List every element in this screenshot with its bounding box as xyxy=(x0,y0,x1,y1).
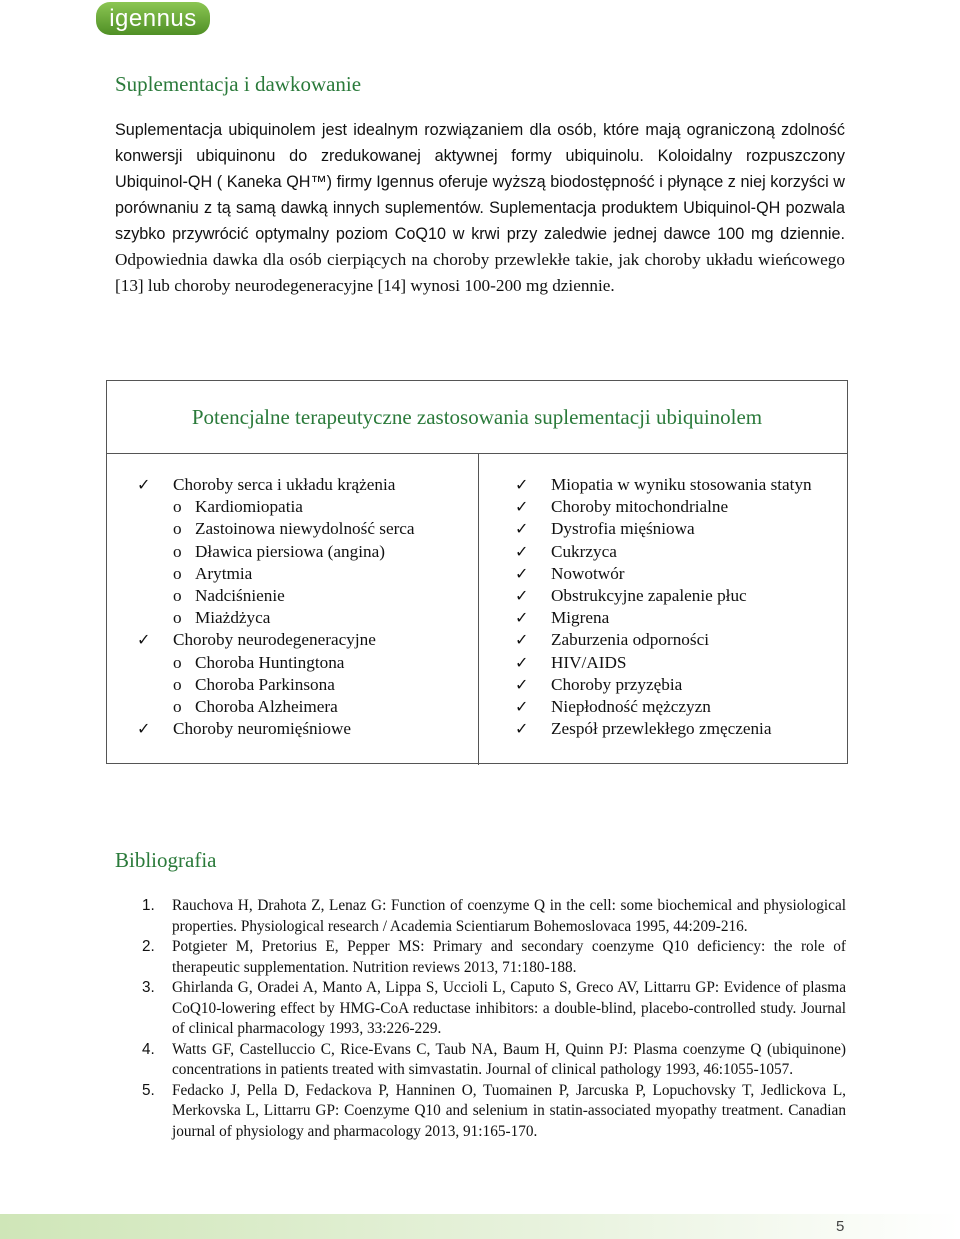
condition-item xyxy=(515,585,812,607)
condition-label: Nowotwór xyxy=(551,563,625,583)
condition-label: Choroba Alzheimera xyxy=(195,697,338,717)
condition-item xyxy=(515,541,812,563)
check-icon: ✓ xyxy=(137,630,151,650)
condition-label: Cukrzyca xyxy=(551,541,617,561)
igennus-logo: igennus xyxy=(96,2,210,35)
condition-item xyxy=(515,563,812,585)
condition-label: Dławica piersiowa (angina) xyxy=(195,541,385,561)
condition-label: Nadciśnienie xyxy=(195,586,285,606)
condition-label: Kardiomiopatia xyxy=(195,497,303,517)
check-icon: ✓ xyxy=(515,519,529,539)
condition-category-item xyxy=(137,629,415,651)
condition-label: Choroby przyzębia xyxy=(551,674,683,694)
page-number: 5 xyxy=(836,1218,845,1235)
condition-label: Choroby mitochondrialne xyxy=(551,497,729,517)
bibliography-citation: Watts GF, Castelluccio C, Rice-Evans C, Taub NA, Baum H, Quinn PJ: Plasma coenzyme Q (ubiquinone) concentrations in patients treated with simvastatin. Journal of clinical pathology 1993, 46:1055-1057. xyxy=(172,1040,846,1078)
condition-item xyxy=(515,629,812,651)
bibliography-number: 2. xyxy=(142,938,155,955)
condition-item xyxy=(515,474,812,496)
bullet-icon: o xyxy=(173,541,182,561)
bibliography-entry xyxy=(142,1040,846,1081)
check-icon: ✓ xyxy=(515,497,529,517)
bibliography-number: 1. xyxy=(142,897,155,914)
sub-condition-item xyxy=(137,496,415,518)
check-icon: ✓ xyxy=(515,652,529,672)
left-condition-list xyxy=(137,474,415,740)
sub-condition-item xyxy=(137,674,415,696)
condition-item xyxy=(515,607,812,629)
sub-condition-item xyxy=(137,652,415,674)
check-icon: ✓ xyxy=(515,563,529,583)
sub-condition-item xyxy=(137,541,415,563)
bibliography-citation: Rauchova H, Drahota Z, Lenaz G: Function of coenzyme Q in the cell: some biochemical and physiological properties. Physiological research / Academia Scientiarum Bohemoslovaca 1995, 44:209-216. xyxy=(172,897,846,935)
condition-label: Choroba Huntingtona xyxy=(195,652,345,672)
bibliography-entry xyxy=(142,937,846,978)
condition-item xyxy=(515,652,812,674)
section-title-supplementation: Suplementacja i dawkowanie xyxy=(115,72,362,96)
right-condition-list xyxy=(515,474,812,740)
sub-condition-item xyxy=(137,585,415,607)
therapeutic-uses-table xyxy=(106,380,848,764)
bibliography-citation: Fedacko J, Pella D, Fedackova P, Hanninen O, Tuomainen P, Jarcuska P, Lopuchovsky T, Jedlickova L, Merkovska L, Littarru GP: Coenzyme Q10 and selenium in statin-associated myopathy treatment. Canadian journal of physiology and pharmacology 2013, 91:165-170. xyxy=(172,1081,846,1140)
condition-label: HIV/AIDS xyxy=(551,652,627,672)
condition-category-item xyxy=(137,718,415,740)
check-icon: ✓ xyxy=(515,697,529,717)
sub-condition-item xyxy=(137,518,415,540)
condition-label: Choroby neuromięśniowe xyxy=(173,719,352,739)
condition-item xyxy=(515,674,812,696)
footer-band xyxy=(0,1214,960,1239)
condition-label: Miopatia w wyniku stosowania statyn xyxy=(551,475,812,494)
bibliography-citation: Potgieter M, Pretorius E, Pepper MS: Primary and secondary coenzyme Q10 deficiency: the role of therapeutic supplementation. Nutrition reviews 2013, 71:180-188. xyxy=(172,938,846,976)
bibliography-number: 4. xyxy=(142,1040,155,1058)
sub-condition-item xyxy=(137,696,415,718)
table-title: Potencjalne terapeutyczne zastosowania suplementacji ubiquinolem xyxy=(107,381,847,454)
bullet-icon: o xyxy=(173,519,182,539)
condition-item xyxy=(515,718,812,740)
bibliography-number: 5. xyxy=(142,1081,155,1099)
condition-label: Zastoinowa niewydolność serca xyxy=(195,519,415,539)
condition-label: Arytmia xyxy=(195,563,253,583)
bullet-icon: o xyxy=(173,497,182,517)
check-icon: ✓ xyxy=(515,719,529,739)
table-left-column xyxy=(107,453,479,765)
check-icon: ✓ xyxy=(515,674,529,694)
supplementation-paragraph xyxy=(115,117,845,299)
check-icon: ✓ xyxy=(515,630,529,650)
check-icon: ✓ xyxy=(515,586,529,606)
check-icon: ✓ xyxy=(137,475,151,494)
condition-label: Miażdżyca xyxy=(195,608,271,628)
sub-condition-item xyxy=(137,563,415,585)
check-icon: ✓ xyxy=(515,475,529,494)
condition-label: Zespół przewlekłego zmęczenia xyxy=(551,719,772,739)
condition-item xyxy=(515,518,812,540)
bibliography-entry xyxy=(142,1081,846,1143)
condition-label: Zaburzenia odporności xyxy=(551,630,709,650)
bullet-icon: o xyxy=(173,697,182,717)
bullet-icon: o xyxy=(173,563,182,583)
bullet-icon: o xyxy=(173,652,182,672)
bullet-icon: o xyxy=(173,586,182,606)
bibliography-entry xyxy=(142,978,846,1040)
bibliography-entry xyxy=(142,896,846,937)
bullet-icon: o xyxy=(173,608,182,628)
section-title-bibliography: Bibliografia xyxy=(115,848,217,872)
condition-label: Choroba Parkinsona xyxy=(195,674,335,694)
bibliography-citation: Ghirlanda G, Oradei A, Manto A, Lippa S, Uccioli L, Caputo S, Greco AV, Littarru GP: Evidence of plasma CoQ10-lowering effect by HMG-CoA reductase inhibitors: a double-blind, placebo-controlled study. Journal of clinical pharmacology 1993, 33:226-229. xyxy=(172,979,846,1037)
condition-label: Choroby serca i układu krążenia xyxy=(173,475,396,494)
check-icon: ✓ xyxy=(515,608,529,628)
supplementation-text-part2: Odpowiednia dawka dla osób cierpiących na choroby przewlekłe takie, jak choroby układu wieńcowego [13] lub choroby neurodegeneracyjne [14] wynosi 100-200 mg dziennie. xyxy=(115,250,845,295)
check-icon: ✓ xyxy=(515,541,529,561)
table-right-column xyxy=(479,453,849,765)
condition-item xyxy=(515,696,812,718)
bullet-icon: o xyxy=(173,674,182,694)
bibliography-number: 3. xyxy=(142,979,155,996)
condition-label: Obstrukcyjne zapalenie płuc xyxy=(551,586,747,606)
sub-condition-item xyxy=(137,607,415,629)
condition-category-item xyxy=(137,474,415,496)
condition-label: Choroby neurodegeneracyjne xyxy=(173,630,376,650)
supplementation-text-part1: Suplementacja ubiquinolem jest idealnym rozwiązaniem dla osób, które mają ograniczoną zdolność konwersji ubiquinonu do zredukowanej aktywnej formy ubiquinolu. Koloidalny rozpuszczony Ubiquinol-QH ( Kaneka QH™) firmy Igennus oferuje wyższą biodostępność i płynące z niej korzyści w porównaniu z tą samą dawką innych suplementów. Suplementacja produktem Ubiquinol-QH pozwala szybko przywrócić optymalny poziom CoQ10 w krwi przy zaledwie jednej dawce 100 mg dziennie. xyxy=(115,121,845,243)
check-icon: ✓ xyxy=(137,719,151,739)
bibliography-list xyxy=(142,896,846,1142)
condition-label: Dystrofia mięśniowa xyxy=(551,519,695,539)
condition-item xyxy=(515,496,812,518)
condition-label: Niepłodność mężczyzn xyxy=(551,697,711,717)
condition-label: Migrena xyxy=(551,608,610,628)
